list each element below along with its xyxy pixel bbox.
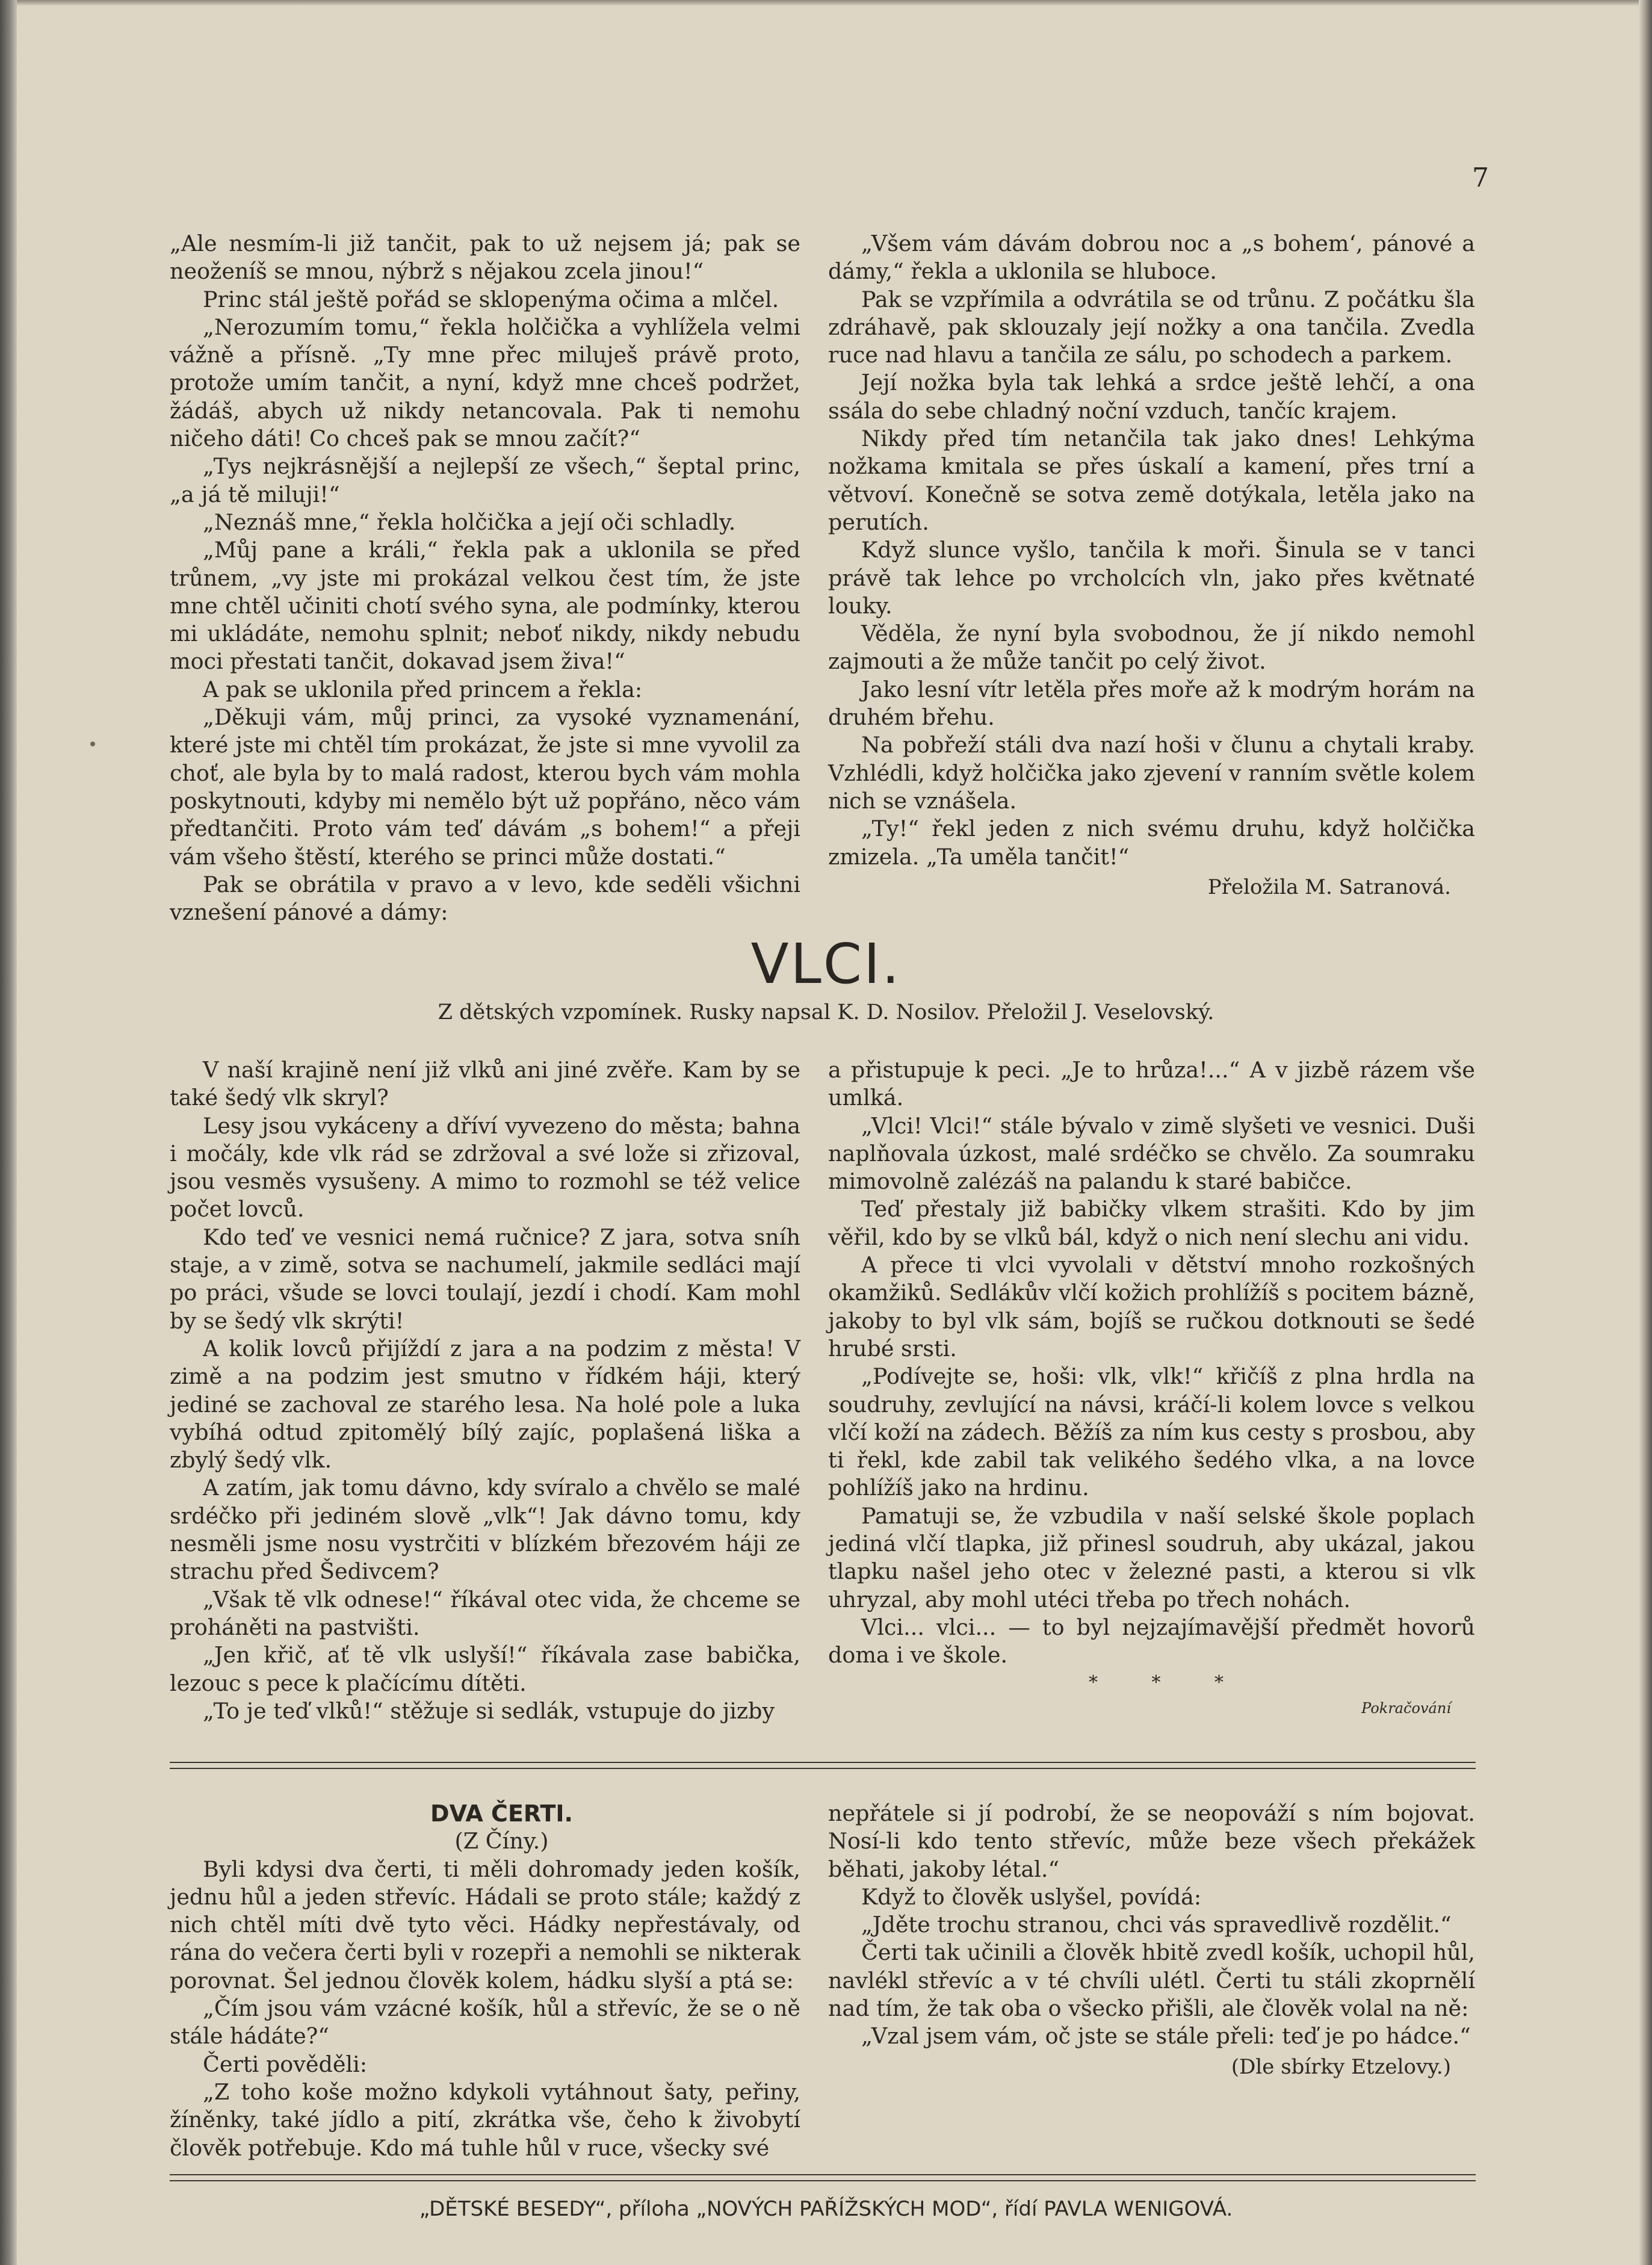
article-title-vlci: VLCI. [750,932,902,996]
paragraph: „Z toho koše možno kdykoli vytáhnout šaty, peřiny, žíněnky, také jídlo a pití, zkrátka vše, čeho k živobytí člověk potřebuje. Kdo má tuhle hůl v ruce, všecky své [170,2078,800,2161]
paragraph: „Však tě vlk odnese!“ říkával otec vida, že chceme se proháněti na pastvišti. [170,1586,800,1640]
paragraph: A přece ti vlci vyvolali v dětství mnoho rozkošných okamžiků. Sedlákův vlčí kožich prohlížíš s pocitem bázně, jakoby to byl vlk sám, bojíš se ručkou dotknouti se šedé hrubé srsti. [828,1252,1475,1362]
paragraph: „Všem vám dávám dobrou noc a „s bohem‘, pánové a dámy,“ řekla a uklonila se hluboce. [828,231,1475,285]
paragraph: Vlci... vlci... — to byl nejzajímavější předmět hovorů doma i ve škole. [828,1614,1475,1669]
paragraph: Pak se vzpřímila a odvrátila se od trůnu. Z počátku šla zdráhavě, pak sklouzaly její nožky a ona tančila. Zvedla ruce nad hlavu a tančila ze sálu, po schodech a parkem. [828,286,1475,368]
paragraph: Pamatuji se, že vzbudila v naší selské škole poplach jediná vlčí tlapka, již přinesl soudruh, aby ukázal, jakou tlapku našel jeho otec v železné pasti, a kterou si vlk uhryzal, aby mohl utéci třeba po třech nohách. [828,1502,1475,1613]
article-subtitle-vlci: Z dětských vzpomínek. Rusky napsal K. D. Nosilov. Přeložil J. Veselovský. [438,1000,1214,1024]
paragraph: Lesy jsou vykáceny a dříví vyvezeno do města; bahna i močály, kde vlk rád se zdržoval a své lože si zřizoval, jsou vesměs vysušeny. A mimo to rozmohl se též velice počet lovců. [170,1112,800,1222]
book-binding-shadow [0,0,17,2265]
paragraph: Na pobřeží stáli dva nazí hoši v člunu a chytali kraby. Vzhlédli, když holčička jako zjevení v ranním světle kolem nich se vznášela. [828,732,1475,814]
paragraph: Kdo teď ve vesnici nemá ručnice? Z jara, sotva sníh staje, a v zimě, sotva se nachumelí, jakmile sedláci mají po práci, všude se lovci toulají, jezdí i chodí. Kam mohl by se šedý vlk skrýti! [170,1224,800,1334]
paragraph: „Neznáš mne,“ řekla holčička a její oči schladly. [203,509,736,535]
publication-footer: „DĚTSKÉ BESEDY“, příloha „NOVÝCH PAŘÍŽSKÝCH MOD“, řídí PAVLA WENIGOVÁ. [419,2197,1233,2221]
footer-divider [170,2174,1476,2181]
story-continuation-right-column [828,230,1475,901]
paragraph: „Ale nesmím-li již tančit, pak to už nejsem já; pak se neoženíš se mnou, nýbrž s nějakou zcela jinou!“ [170,231,800,285]
paragraph: Když to člověk uslyšel, povídá: [861,1883,1202,1910]
paragraph: „Nerozumím tomu,“ řekla holčička a vyhlížela velmi vážně a přísně. „Ty mne přec miluješ právě proto, protože umím tančit, a nyní, když mne chceš podržet, žádáš, abych už nikdy netancovala. Pak ti nemohu ničeho dáti! Co chceš pak se mnou začít?“ [170,314,800,452]
paragraph: „Děkuji vám, můj princi, za vysoké vyznamenání, které jste mi chtěl tím prokázat, že jste si mne vyvolil za choť, ale byla by to malá radost, kterou bych vám mohla poskytnouti, kdyby mi nemělo být už popřáno, něco vám předtančiti. Proto vám teď dávám „s bohem!“ a přeji vám všeho štěstí, kterého se princi může dostati.“ [170,704,800,870]
paragraph: A zatím, jak tomu dávno, kdy svíralo a chvělo se malé srdéčko při jediném slově „vlk“! Jak dávno tomu, kdy nesměli jsme nosu vystrčiti v blízkém březovém háji ze strachu před Šedivcem? [170,1475,800,1585]
page-number: 7 [1472,163,1489,193]
vlci-right-column [828,1056,1475,1720]
paragraph: Princ stál ještě pořád se sklopenýma očima a mlčel. [203,286,779,312]
section-stars: * * * [1088,1672,1248,1693]
paragraph: „Tys nejkrásnější a nejlepší ze všech,“ šeptal princ, „a já tě miluji!“ [170,453,800,507]
paragraph: „Ty!“ řekl jeden z nich svému druhu, když holčička zmizela. „Ta uměla tančit!“ [828,816,1475,870]
paragraph: A kolik lovců přijíždí z jara a na podzim z města! V zimě a na podzim jest smutno v řídkém háji, který jediné se zachoval ze starého lesa. Na holé pole a luka vybíhá odtud zpitomělý bílý zajíc, poplašená liška a zbylý šedý vlk. [170,1335,800,1473]
article-title-dva-certi: DVA ČERTI. [430,1800,573,1827]
paragraph: Čerti pověděli: [203,2051,368,2077]
paragraph: „Jen křič, ať tě vlk uslyší!“ říkávala zase babička, lezouc s pece k plačícímu dítěti. [170,1642,800,1696]
certi-right-column [828,1800,1475,2081]
paragraph: Nikdy před tím netančila tak jako dnes! Lehkýma nožkama kmitala se přes úskalí a kamení, přes trní a větvoví. Konečně se sotva země dotýkala, letěla jako na perutích. [828,426,1475,535]
paragraph: „Vzal jsem vám, oč jste se stále přeli: teď je po hádce.“ [861,2023,1471,2050]
translator-credit: Přeložila M. Satranová. [1207,875,1451,899]
paragraph: Teď přestaly již babičky vlkem strašiti. Kdo by jim věřil, kdo by se vlků bál, když o nich není slechu ani vidu. [828,1196,1475,1250]
paragraph: „Podívejte se, hoši: vlk, vlk!“ křičíš z plna hrdla na soudruhy, zevlující na návsi, kráčí-li kolem lovce s velkou vlčí koží na zádech. Běžíš za ním kus cesty s prosbou, aby ti řekl, kde zabil tak velikého šedého vlka, a na lovce pohlížíš jako na hrdinu. [828,1363,1475,1501]
certi-left-column [170,1800,800,2162]
margin-dot [90,742,95,746]
paragraph: Její nožka byla tak lehká a srdce ještě lehčí, a ona ssála do sebe chladný noční vzduch, tančíc krajem. [828,370,1475,424]
paragraph: Pak se obrátila v pravo a v levo, kde seděli všichni vznešení pánové a dámy: [170,871,800,926]
story-continuation-left-column [170,230,800,926]
source-credit: (Dle sbírky Etzelovy.) [1231,2054,1451,2079]
paragraph: „To je teď vlků!“ stěžuje si sedlák, vstupuje do jizby [203,1697,775,1724]
article-subtitle-dva-certi: (Z Číny.) [454,1828,549,1854]
paragraph: „Můj pane a králi,“ řekla pak a uklonila se před trůnem, „vy jste mi prokázal velkou čest tím, že jste mne chtěl učiniti chotí svého syna, ale podmínky, kterou mi ukládáte, nemohu splnit; neboť nikdy, nikdy nebudu moci přestati tančit, dokavad jsem živa!“ [170,537,800,675]
page-right-edge [1639,0,1652,2265]
paragraph: Věděla, že nyní byla svobodnou, že jí nikdo nemohl zajmouti a že může tančit po celý život. [828,621,1475,675]
page-top-edge [17,0,1639,6]
paragraph: Když slunce vyšlo, tančila k moři. Šinula se v tanci právě tak lehce po vrcholcích vln, jako přes květnaté louky. [828,537,1475,619]
vlci-left-column [170,1056,800,1725]
section-divider [170,1762,1476,1769]
paragraph: V naší krajině není již vlků ani jiné zvěře. Kam by se také šedý vlk skryl? [170,1057,800,1111]
paragraph: nepřátele si jí podrobí, že se neopováží s ním bojovat. Nosí-li kdo tento střevíc, může beze všech překážek běhati, jakoby létal.“ [828,1800,1475,1882]
paragraph: Jako lesní vítr letěla přes moře až k modrým horám na druhém břehu. [828,676,1475,731]
paragraph: Čerti tak učinili a člověk hbitě zvedl košík, uchopil hůl, navlékl střevíc a v té chvíli ulétl. Čerti tu stáli zkoprnělí nad tím, že tak oba o všecko přišli, ale člověk volal na ně: [828,1939,1475,2022]
paragraph: A pak se uklonila před princem a řekla: [203,676,643,702]
paragraph: „Jděte trochu stranou, chci vás spravedlivě rozdělit.“ [861,1912,1452,1938]
paragraph: a přistupuje k peci. „Je to hrůza!...“ A v jizbě rázem vše umlká. [828,1057,1475,1111]
paragraph: Byli kdysi dva čerti, ti měli dohromady jeden košík, jednu hůl a jeden střevíc. Hádali se proto stále; každý z nich chtěl míti dvě tyto věci. Hádky nepřestávaly, od rána do večera čerti byli v rozepři a nemohli se nikterak porovnat. Šel jednou člověk kolem, hádku slyší a ptá se: [170,1856,800,1994]
to-be-continued-note: Pokračování [1361,1699,1451,1717]
paragraph: „Čím jsou vám vzácné košík, hůl a střevíc, že se o ně stále hádáte?“ [170,1995,800,2050]
paragraph: „Vlci! Vlci!“ stále bývalo v zimě slyšeti ve vesnici. Duši naplňovala úzkost, malé srdéčko se chvělo. Za soumraku mimovolně zalézáš na palandu k staré babičce. [828,1112,1475,1195]
